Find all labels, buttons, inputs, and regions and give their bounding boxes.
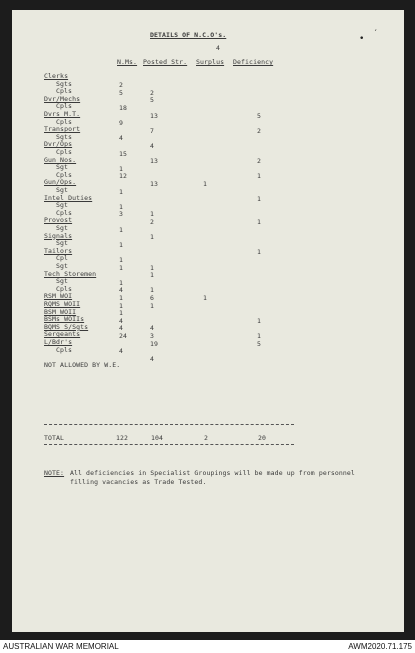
row-label: Cpls [56, 345, 73, 354]
cell-nms: 1 [119, 293, 124, 302]
cell-deficiency: 1 [257, 331, 262, 340]
rule-bottom [44, 444, 294, 445]
row-label: Transport [44, 125, 81, 134]
col-header-deficiency: Deficiency [233, 58, 274, 66]
row-label: Cpl [56, 254, 69, 263]
cell-deficiency: 5 [257, 339, 262, 348]
cell-nms: 18 [119, 103, 128, 112]
cell-nms: 1 [119, 187, 124, 196]
row-label: Dvr/Ops [44, 140, 73, 149]
ink-mark: • [359, 34, 365, 44]
row-label: Tailors [44, 246, 73, 255]
cell-nms: 1 [119, 164, 124, 173]
row-label: Cpls [56, 170, 73, 179]
row-label: RSM WOI [44, 292, 73, 301]
row-label: Sgt [56, 224, 69, 232]
total-deficiency: 20 [258, 434, 267, 442]
row-label: Sgt [56, 277, 69, 286]
cell-posted: 19 [150, 339, 159, 348]
row-label: Sgt [56, 186, 69, 194]
cell-nms: 1 [119, 278, 124, 287]
cell-posted: 1 [150, 301, 155, 310]
note-line-1: All deficiencies in Specialist Groupings will be made up from personnel [70, 469, 355, 477]
row-label: Cpls [56, 87, 73, 96]
cell-surplus: 1 [203, 293, 208, 302]
cell-posted: 7 [150, 126, 155, 135]
cell-posted: 13 [150, 179, 159, 188]
cell-deficiency: 5 [257, 111, 262, 120]
row-label: Dvrs M.T. [44, 110, 81, 118]
rule-top [44, 424, 294, 425]
cell-posted: 4 [150, 324, 155, 333]
cell-posted: 1 [150, 286, 155, 295]
row-label: Sgts [56, 132, 73, 141]
col-header-surplus: Surplus [196, 58, 225, 66]
cell-posted: 2 [150, 88, 155, 97]
cell-nms: 1 [119, 301, 124, 310]
row-label: Tech Storemen [44, 269, 97, 278]
cell-nms: 2 [119, 81, 124, 90]
row-label: Sergeants [44, 330, 81, 339]
cell-posted: 3 [150, 331, 155, 340]
cell-posted: 13 [150, 157, 159, 166]
row-label: Cpls [56, 284, 73, 293]
cell-posted: 4 [150, 141, 155, 150]
cell-nms: 1 [119, 309, 124, 318]
note-label: NOTE: [44, 469, 65, 477]
cell-nms: 9 [119, 119, 124, 128]
cell-nms: 3 [119, 210, 124, 219]
footer-accession: AWM2020.71.175 [348, 642, 412, 651]
cell-posted: 13 [150, 111, 159, 120]
cell-nms: 1 [119, 202, 124, 211]
cell-nms: 4 [119, 324, 124, 333]
cell-posted: 1 [150, 263, 155, 272]
row-label: Dvr/Mechs [44, 94, 81, 103]
row-label: L/Bdr's [44, 338, 73, 346]
cell-posted: 1 [150, 233, 155, 242]
cell-nms: 1 [119, 240, 124, 249]
cell-deficiency: 2 [257, 157, 262, 166]
cell-posted: 2 [150, 217, 155, 226]
cell-deficiency: 1 [257, 172, 262, 181]
cell-nms: 12 [119, 172, 128, 181]
cell-posted: 5 [150, 96, 155, 105]
cell-posted: 1 [150, 271, 155, 280]
row-label: Gun Nos. [44, 155, 77, 164]
row-label: RQMS WOII [44, 300, 81, 308]
col-header-nms: N.Ms. [117, 58, 138, 66]
cell-deficiency: 1 [257, 217, 262, 226]
cell-surplus: 1 [203, 179, 208, 188]
cell-nms: 15 [119, 149, 128, 158]
page-title: DETAILS OF N.C.O's. [150, 31, 227, 39]
cell-deficiency: 1 [257, 316, 262, 325]
cell-nms: 4 [119, 134, 124, 143]
cell-deficiency: 1 [257, 195, 262, 204]
col-header-posted: Posted Str. [143, 58, 188, 66]
row-label: Sgt [56, 239, 69, 248]
row-label: Gun/Ops. [44, 178, 77, 187]
cell-nms: 4 [119, 286, 124, 295]
row-label: Clerks [44, 72, 69, 80]
row-label: BSMs WOIIs [44, 315, 85, 324]
cell-nms: 4 [119, 347, 124, 356]
note-line-2: filling vacancies as Trade Tested. [70, 478, 207, 486]
row-label: Sgt [56, 163, 69, 172]
footer-institution: AUSTRALIAN WAR MEMORIAL [3, 642, 119, 651]
row-label: Provost [44, 216, 73, 225]
cell-deficiency: 2 [257, 126, 262, 135]
row-label: Intel Duties [44, 193, 93, 202]
row-label: BQMS S/Sgts [44, 322, 89, 331]
cell-nms: 1 [119, 225, 124, 234]
row-label: Cpls [56, 117, 73, 126]
cell-posted: 1 [150, 210, 155, 219]
row-label: Signals [44, 231, 73, 240]
page-number: 4 [216, 44, 221, 52]
row-label: Sgt [56, 262, 69, 270]
total-posted: 104 [151, 434, 164, 442]
ink-mark: ′ [373, 29, 379, 39]
cell-nms: 5 [119, 88, 124, 97]
cell-posted: 6 [150, 293, 155, 302]
total-surplus: 2 [204, 434, 209, 442]
cell-posted: 4 [150, 354, 155, 363]
row-label: Cpls [56, 208, 73, 217]
total-label: TOTAL [44, 434, 65, 442]
cell-nms: 4 [119, 316, 124, 325]
archive-footer [0, 640, 415, 653]
row-label: Cpls [56, 102, 73, 111]
cell-nms: 1 [119, 255, 124, 264]
row-label: Sgts [56, 79, 73, 88]
row-label: BSM WOII [44, 307, 77, 316]
cell-deficiency: 1 [257, 248, 262, 257]
total-nms: 122 [116, 434, 129, 442]
cell-nms: 24 [119, 331, 128, 340]
row-label: Cpls [56, 148, 73, 156]
cell-nms: 1 [119, 263, 124, 272]
row-label: Sgt [56, 201, 69, 210]
row-label: NOT ALLOWED BY W.E. [44, 360, 121, 369]
